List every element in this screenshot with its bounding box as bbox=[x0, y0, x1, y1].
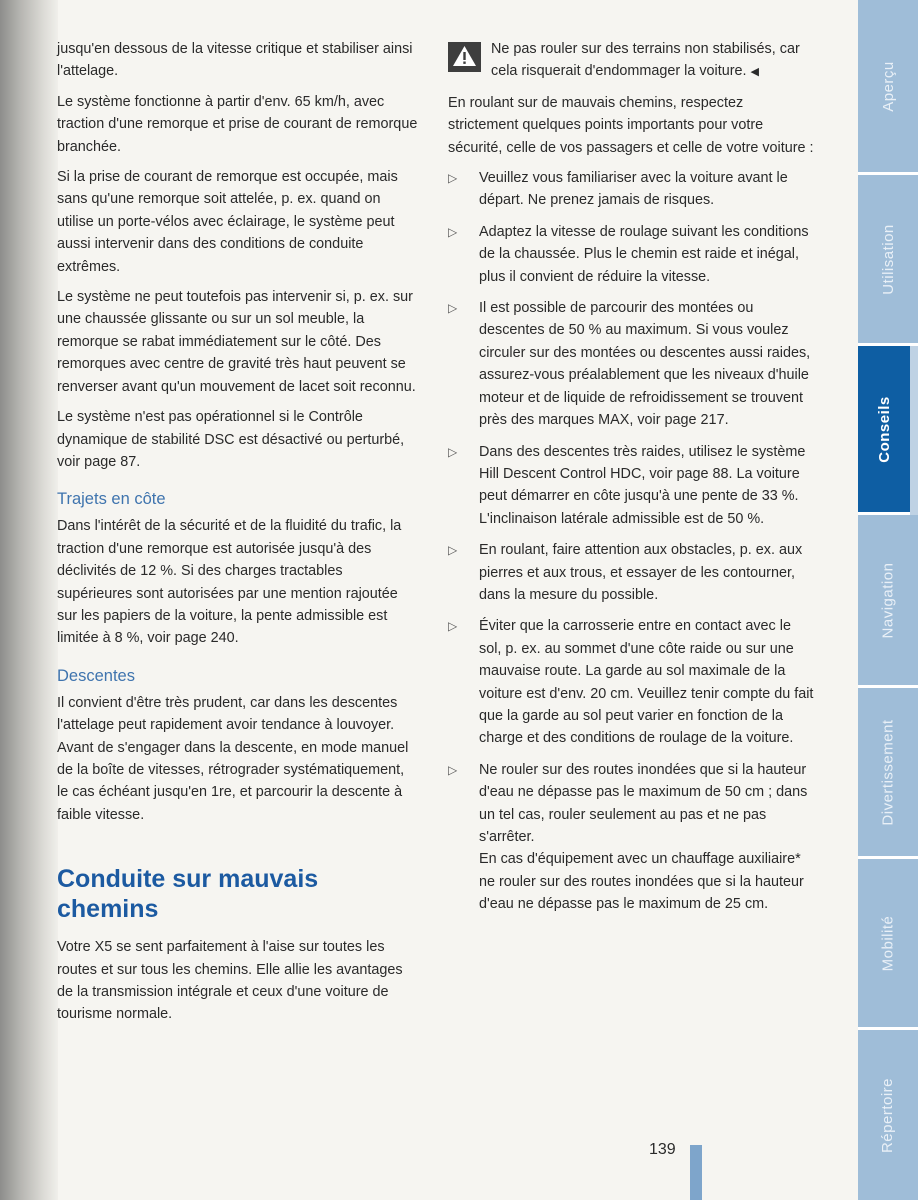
list-item-text: Dans des descentes très raides, utilisez le système Hill Descent Control HDC, voir page 88. La voiture peut démarrer en côte jusqu'à une pente de 33 %. bbox=[479, 443, 806, 505]
list-item-text: Adaptez la vitesse de roulage suivant les conditions de la chaussée. Plus le chemin est raide et inégal, plus il convient de réduire la vitesse. bbox=[479, 223, 809, 285]
list-item bbox=[448, 221, 816, 288]
list-item-text: Ne rouler sur des routes inondées que si la hauteur d'eau ne dépasse pas le maximum de 50 cm ; dans un tel cas, rouler seulement au pas et ne pas s'arrêter. bbox=[479, 761, 808, 845]
page-number: 139 bbox=[649, 1141, 676, 1158]
warning-block bbox=[448, 38, 816, 84]
paragraph: Il convient d'être très prudent, car dans les descentes l'attelage peut rapidement avoir tendance à louvoyer. bbox=[57, 694, 398, 734]
triangle-bullet-icon: ▷ bbox=[448, 762, 458, 777]
triangle-bullet-icon: ▷ bbox=[448, 171, 458, 186]
paragraph: Le système fonctionne à partir d'env. 65 km/h, avec traction d'une remorque et prise de courant de remorque branchée. bbox=[57, 93, 418, 155]
tab-utilisation[interactable] bbox=[858, 175, 918, 346]
section-heading-descentes: Descentes bbox=[57, 666, 135, 685]
warning-triangle-icon bbox=[448, 42, 481, 72]
tab-conseils[interactable] bbox=[858, 346, 910, 515]
tab-mobilite[interactable] bbox=[858, 859, 918, 1030]
chapter-heading: Conduite sur mauvais chemins bbox=[57, 865, 319, 924]
list-item bbox=[448, 167, 816, 212]
chapter-tabs bbox=[858, 0, 918, 1200]
tab-label: Divertissement bbox=[879, 718, 897, 826]
tab-apercu[interactable] bbox=[858, 0, 918, 175]
tab-label: Aperçu bbox=[879, 60, 897, 112]
paragraph: Votre X5 se sent parfaitement à l'aise sur toutes les routes et sur tous les chemins. Elle allie les avantages de la transmission intégrale et ceux d'une voiture de tourisme normale. bbox=[57, 939, 403, 1023]
triangle-bullet-icon: ▷ bbox=[448, 444, 458, 459]
paragraph: Le système ne peut toutefois pas intervenir si, p. ex. sur une chaussée glissante ou sur un sol meuble, la remorque se rabat immédiatement sur le côté. Des remorques avec centre de gravité très haut peuvent se renverser avant qu'un mouvement de lacet soit reconnu. bbox=[57, 289, 416, 395]
list-item bbox=[448, 297, 816, 431]
left-column bbox=[57, 38, 419, 1034]
right-column bbox=[448, 38, 816, 925]
triangle-bullet-icon: ▷ bbox=[448, 543, 458, 558]
paragraph: Si la prise de courant de remorque est occupée, mais sans qu'une remorque soit attelée, p. ex. quand on utilise un porte-vélos avec éclairage, le système peut aussi intervenir dans des conditions de conduite extrêmes. bbox=[57, 169, 398, 275]
list-item-text: En roulant, faire attention aux obstacles, p. ex. aux pierres et aux trous, et essayer de les contourner, dans la mesure du possible. bbox=[479, 542, 803, 603]
tab-label: Navigation bbox=[879, 562, 897, 638]
triangle-bullet-icon: ▷ bbox=[448, 619, 458, 634]
tab-navigation[interactable] bbox=[858, 515, 918, 688]
paragraph: jusqu'en dessous de la vitesse critique et stabiliser ainsi l'attelage. bbox=[57, 41, 413, 80]
triangle-bullet-icon: ▷ bbox=[448, 301, 458, 316]
tab-divertissement[interactable] bbox=[858, 688, 918, 859]
list-item-text: En cas d'équipement avec un chauffage auxiliaire* ne rouler sur des routes inondées que si la hauteur d'eau ne dépasse pas le maximum de 25 cm. bbox=[479, 851, 804, 913]
section-heading-trajets: Trajets en côte bbox=[57, 490, 166, 509]
tab-label: Utilisation bbox=[879, 223, 897, 295]
list-item-text: Éviter que la carrosserie entre en contact avec le sol, p. ex. au sommet d'une côte raide ou sur une mauvaise route. La garde au sol maximale de la voiture est d'env. 20 cm. Veuillez tenir compte du fait que la garde au sol peut varier en fonction de la charge et des conditions de roulage de la voiture. bbox=[479, 618, 814, 747]
list-item bbox=[448, 539, 816, 606]
list-item-text: Veuillez vous familiariser avec la voiture avant le départ. Ne prenez jamais de risques. bbox=[479, 170, 788, 209]
list-item bbox=[448, 759, 816, 916]
paragraph: Le système n'est pas opérationnel si le Contrôle dynamique de stabilité DSC est désactivé ou perturbé, voir page 87. bbox=[57, 409, 405, 470]
tab-label: Conseils bbox=[875, 395, 893, 463]
end-mark-icon: ◀ bbox=[750, 66, 759, 79]
tab-label: Répertoire bbox=[879, 1077, 897, 1153]
binding-gutter-shadow bbox=[0, 0, 58, 1200]
tab-label: Mobilité bbox=[879, 915, 897, 971]
list-item bbox=[448, 615, 816, 749]
paragraph: Avant de s'engager dans la descente, en mode manuel de la boîte de vitesses, rétrograder systématiquement, le cas échéant jusqu'en 1re, et parcourir la descente à faible vitesse. bbox=[57, 739, 409, 823]
list-item bbox=[448, 441, 816, 531]
list-item-text: Il est possible de parcourir des montées ou descentes de 50 % au maximum. Si vous voulez circuler sur des montées ou descentes aussi raides, assurez-vous préalablement que les niveaux d'huile moteur et de liquide de refroidissement se trouvent près des marques MAX, voir page 217. bbox=[479, 300, 811, 429]
triangle-bullet-icon: ▷ bbox=[448, 224, 458, 239]
bullet-list bbox=[448, 167, 816, 916]
paragraph: Dans l'intérêt de la sécurité et de la fluidité du trafic, la traction d'une remorque est autorisée jusqu'à des déclivités de 12 %. Si des charges tractables supérieures sont autorisées par une mention rajoutée sur les papiers de la voiture, la pente admissible est limitée à 8 %, voir page 240. bbox=[57, 518, 402, 647]
intro-paragraph: En roulant sur de mauvais chemins, respectez strictement quelques points importants pour votre sécurité, celle de vos passagers et celle de votre voiture : bbox=[448, 94, 814, 156]
tab-repertoire[interactable] bbox=[858, 1030, 918, 1200]
warning-text: Ne pas rouler sur des terrains non stabilisés, car cela risquerait d'endommager la voiture. bbox=[491, 41, 800, 80]
page-marker-bar bbox=[690, 1145, 702, 1200]
list-item-text: L'inclinaison latérale admissible est de 50 %. bbox=[479, 510, 765, 527]
